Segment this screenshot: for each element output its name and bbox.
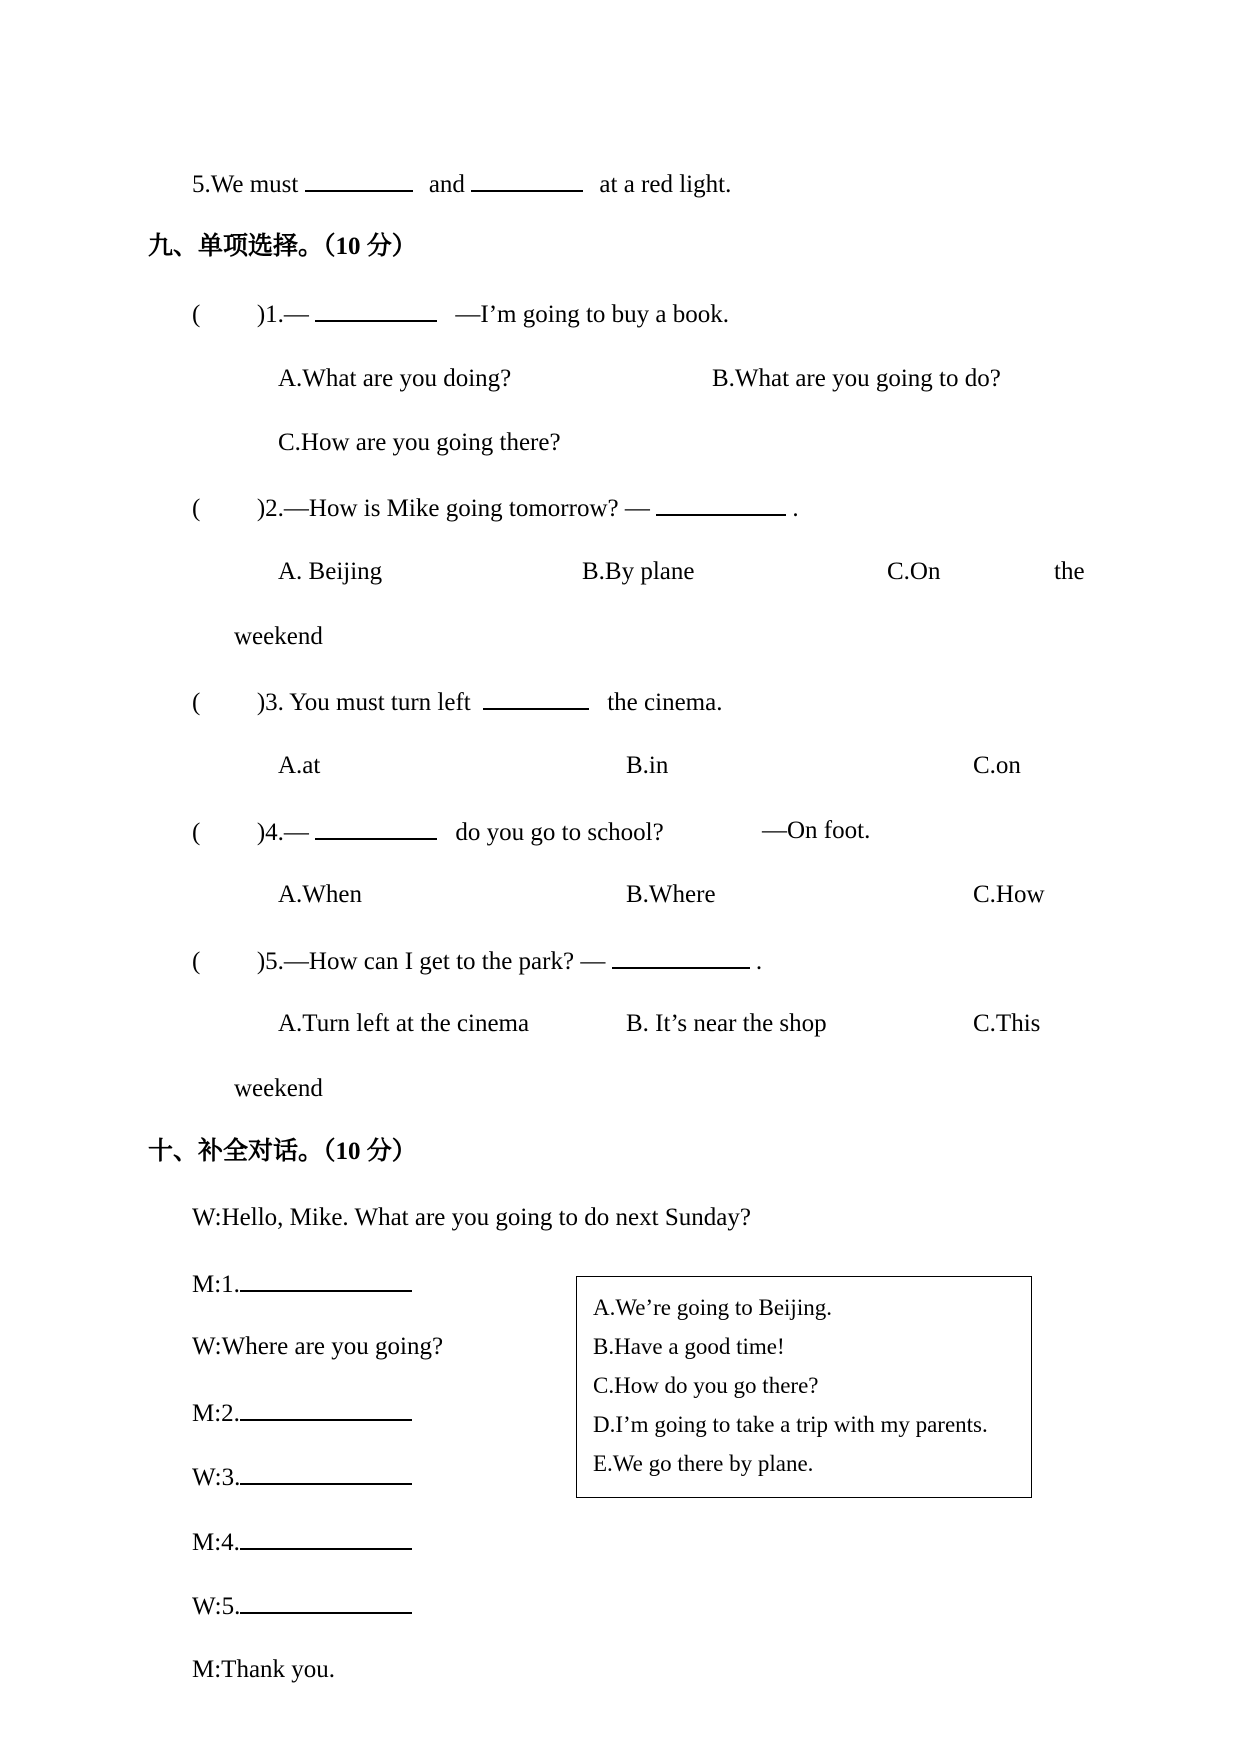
- question-1: [192, 296, 729, 332]
- question-3-text: )3. You must turn left: [256, 689, 471, 716]
- box-option-a: A.We’re going to Beijing.: [593, 1295, 832, 1320]
- question-4: [192, 814, 664, 850]
- question-1-number: )1.—: [256, 301, 309, 328]
- dialogue-line-w5: [192, 1588, 412, 1624]
- fill-in-5-prefix: 5.We must: [192, 171, 299, 198]
- dialogue-line-m-thanks: M:Thank you.: [192, 1656, 336, 1683]
- question-5-option-a: A.Turn left at the cinema: [278, 1010, 530, 1037]
- answer-blank[interactable]: [612, 943, 750, 969]
- box-option-b: B.Have a good time!: [593, 1334, 785, 1359]
- box-option-e: E.We go there by plane.: [593, 1451, 814, 1476]
- question-5: [192, 943, 762, 979]
- question-3-option-a: A.at: [278, 752, 321, 779]
- dialogue-line-m4: [192, 1524, 412, 1560]
- box-option-c: C.How do you go there?: [593, 1373, 819, 1398]
- dialogue-speaker-w3: W:3.: [192, 1464, 241, 1491]
- question-5-text: )5.—How can I get to the park? —: [256, 948, 606, 975]
- question-2-option-c-wrap: weekend: [234, 623, 323, 650]
- question-2: [192, 490, 799, 526]
- question-2-option-c: C.On: [887, 558, 941, 585]
- question-4-option-c: C.How: [973, 881, 1045, 908]
- question-2-text: )2.—How is Mike going tomorrow? —: [256, 495, 650, 522]
- question-2-option-a: A. Beijing: [278, 558, 383, 585]
- question-4-text: do you go to school?: [455, 819, 664, 846]
- answer-blank[interactable]: [315, 814, 437, 840]
- question-5-option-c: C.This: [973, 1010, 1041, 1037]
- question-1-option-c: C.How are you going there?: [278, 429, 561, 456]
- fill-in-5-mid: and: [428, 171, 465, 198]
- dialogue-speaker-m4: M:4.: [192, 1529, 240, 1556]
- answer-blank[interactable]: [656, 490, 786, 516]
- question-5-option-b: B. It’s near the shop: [626, 1010, 827, 1037]
- question-4-option-b: B.Where: [626, 881, 716, 908]
- dialogue-line-w-where: W:Where are you going?: [192, 1333, 444, 1360]
- dialogue-line-w3: [192, 1459, 412, 1495]
- question-3-option-b: B.in: [626, 752, 669, 779]
- dialogue-line-w-greeting: W:Hello, Mike. What are you going to do next Sunday?: [192, 1204, 751, 1231]
- answer-paren-open: (: [192, 819, 201, 846]
- answer-paren-open: (: [192, 689, 201, 716]
- question-2-end: .: [792, 495, 799, 522]
- answer-paren-open: (: [192, 301, 201, 328]
- box-option-d: D.I’m going to take a trip with my parents.: [593, 1412, 988, 1437]
- answer-blank[interactable]: [471, 166, 583, 192]
- answer-paren-open: (: [192, 495, 201, 522]
- question-3: [192, 684, 722, 720]
- question-4-answer-hint: —On foot.: [762, 817, 871, 844]
- fill-in-question-5: [192, 166, 731, 202]
- question-4-option-a: A.When: [278, 881, 362, 908]
- question-2-option-b: B.By plane: [582, 558, 695, 585]
- question-1-option-b: B.What are you going to do?: [712, 365, 1001, 392]
- question-3-option-c: C.on: [973, 752, 1021, 779]
- dialogue-speaker-m2: M:2.: [192, 1400, 240, 1427]
- answer-blank[interactable]: [315, 296, 437, 322]
- dialogue-speaker-w5: W:5.: [192, 1593, 241, 1620]
- question-3-end: the cinema.: [607, 689, 723, 716]
- question-5-option-c-wrap: weekend: [234, 1075, 323, 1102]
- question-2-option-c-cont: the: [1054, 558, 1085, 585]
- answer-blank[interactable]: [240, 1266, 412, 1292]
- question-1-option-a: A.What are you doing?: [278, 365, 512, 392]
- answer-blank[interactable]: [483, 684, 589, 710]
- answer-blank[interactable]: [240, 1459, 412, 1485]
- section-9-title: 九、单项选择。（10 分）: [148, 233, 417, 260]
- section-10-title: 十、补全对话。（10 分）: [148, 1138, 417, 1165]
- answer-blank[interactable]: [240, 1395, 412, 1421]
- answer-blank[interactable]: [240, 1588, 412, 1614]
- dialogue-speaker-m1: M:1.: [192, 1271, 240, 1298]
- answer-blank[interactable]: [305, 166, 413, 192]
- question-4-number: )4.—: [256, 819, 309, 846]
- question-5-end: .: [755, 948, 763, 975]
- options-box: [576, 1276, 1032, 1498]
- dialogue-line-m1: [192, 1266, 412, 1302]
- fill-in-5-suffix: at a red light.: [599, 171, 732, 198]
- answer-blank[interactable]: [240, 1524, 412, 1550]
- question-1-text: —I’m going to buy a book.: [455, 301, 729, 328]
- dialogue-line-m2: [192, 1395, 412, 1431]
- answer-paren-open: (: [192, 948, 201, 975]
